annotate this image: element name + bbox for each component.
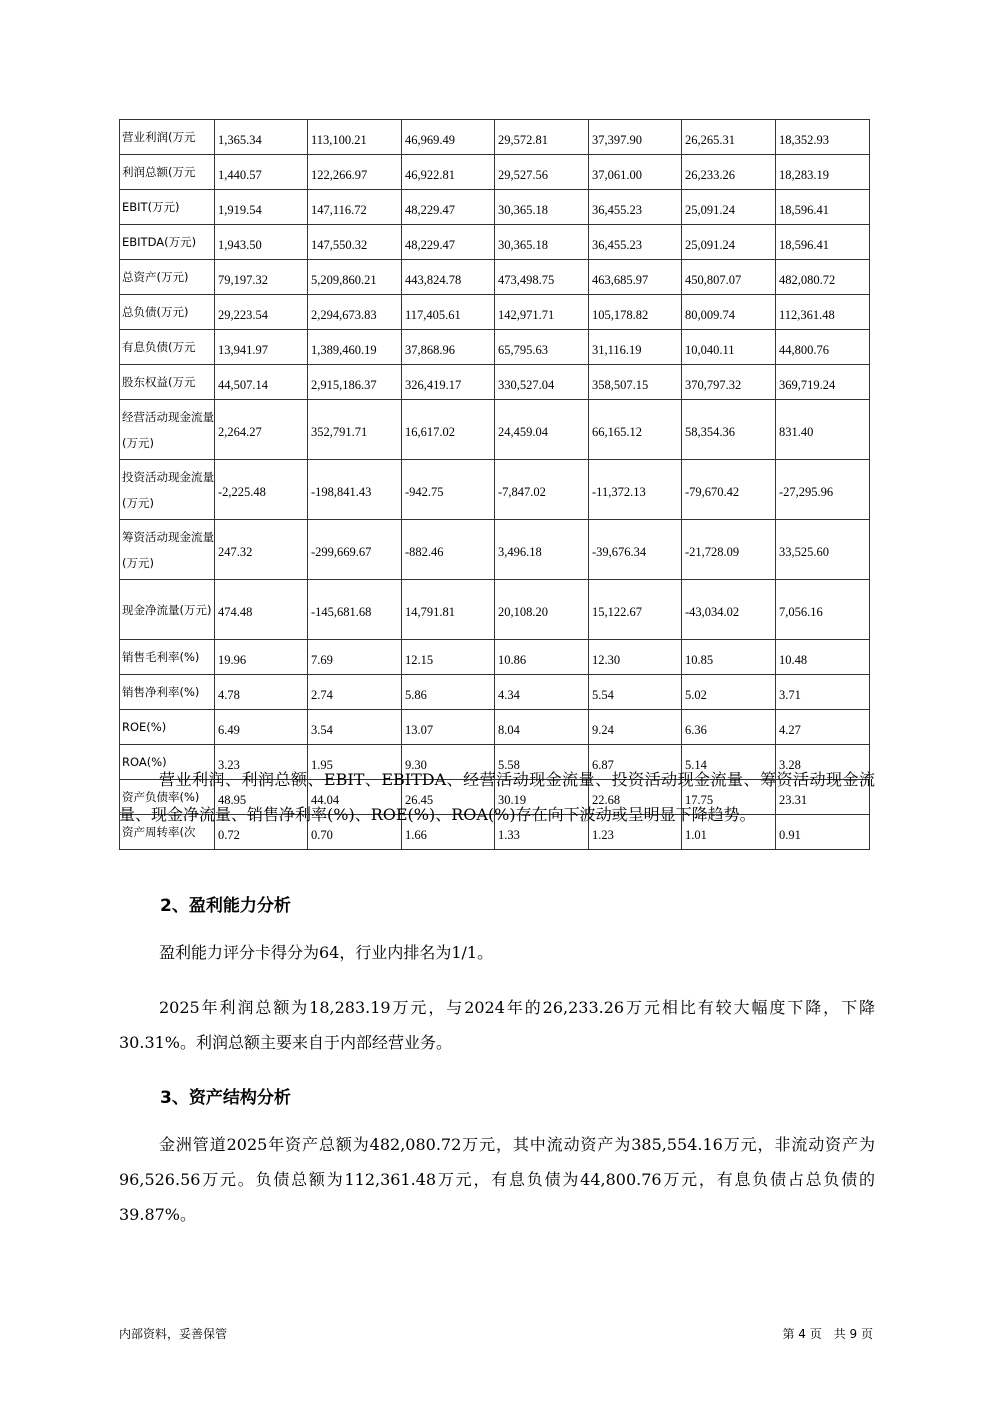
- table-cell: 79,197.32: [215, 260, 308, 295]
- table-cell: 147,550.32: [308, 225, 402, 260]
- table-cell: 29,572.81: [495, 120, 589, 155]
- table-cell: 1.33: [495, 815, 589, 850]
- table-cell: 13,941.97: [215, 330, 308, 365]
- table-cell: 6.49: [215, 710, 308, 745]
- table-cell: 29,527.56: [495, 155, 589, 190]
- table-cell: 352,791.71: [308, 400, 402, 460]
- table-cell: -198,841.43: [308, 460, 402, 520]
- table-cell: -43,034.02: [682, 580, 776, 640]
- table-cell: 1,943.50: [215, 225, 308, 260]
- table-cell: 18,596.41: [776, 190, 870, 225]
- row-label: 经营活动现金流量(万元): [120, 400, 215, 460]
- table-cell: 19.96: [215, 640, 308, 675]
- table-cell: 66,165.12: [589, 400, 682, 460]
- row-label: 总资产(万元): [120, 260, 215, 295]
- row-label: 投资活动现金流量(万元): [120, 460, 215, 520]
- table-cell: 3.54: [308, 710, 402, 745]
- table-cell: 247.32: [215, 520, 308, 580]
- table-cell: 1.01: [682, 815, 776, 850]
- table-cell: 44.04: [308, 780, 402, 815]
- table-cell: 10.85: [682, 640, 776, 675]
- table-row: [120, 675, 870, 710]
- table-cell: 6.36: [682, 710, 776, 745]
- table-cell: 0.70: [308, 815, 402, 850]
- row-label: 现金净流量(万元): [120, 580, 215, 640]
- table-cell: 48,229.47: [402, 225, 495, 260]
- table-cell: 463,685.97: [589, 260, 682, 295]
- table-cell: 23.31: [776, 780, 870, 815]
- table-cell: 2,915,186.37: [308, 365, 402, 400]
- row-label: 销售净利率(%): [120, 675, 215, 710]
- table-row: [120, 295, 870, 330]
- table-cell: 8.04: [495, 710, 589, 745]
- table-row: [120, 520, 870, 580]
- table-cell: 5.86: [402, 675, 495, 710]
- table-cell: 5.54: [589, 675, 682, 710]
- table-cell: -21,728.09: [682, 520, 776, 580]
- asset-structure-paragraph: 金洲管道2025年资产总额为482,080.72万元，其中流动资产为385,554.16万元，非流动资产为96,526.56万元。负债总额为112,361.48万元，有息负债为44,800.76万元，有息负债占总负债的39.87%。: [119, 1135, 875, 1224]
- table-cell: 1,440.57: [215, 155, 308, 190]
- table-cell: 58,354.36: [682, 400, 776, 460]
- table-cell: 3.23: [215, 745, 308, 780]
- table-cell: 6.87: [589, 745, 682, 780]
- table-cell: 44,800.76: [776, 330, 870, 365]
- table-cell: 474.48: [215, 580, 308, 640]
- table-cell: 25,091.24: [682, 190, 776, 225]
- table-cell: 142,971.71: [495, 295, 589, 330]
- table-cell: -39,676.34: [589, 520, 682, 580]
- table-cell: 1.23: [589, 815, 682, 850]
- table-cell: 0.91: [776, 815, 870, 850]
- table-cell: 30.19: [495, 780, 589, 815]
- table-cell: 450,807.07: [682, 260, 776, 295]
- table-cell: 20,108.20: [495, 580, 589, 640]
- table-cell: 112,361.48: [776, 295, 870, 330]
- table-row: [120, 710, 870, 745]
- table-row: [120, 190, 870, 225]
- table-cell: 37,397.90: [589, 120, 682, 155]
- table-row: [120, 120, 870, 155]
- table-cell: -299,669.67: [308, 520, 402, 580]
- row-label: 股东权益(万元: [120, 365, 215, 400]
- table-cell: 25,091.24: [682, 225, 776, 260]
- section-heading-profitability: 2、盈利能力分析: [160, 896, 291, 916]
- table-cell: 1.66: [402, 815, 495, 850]
- section-heading-asset-structure: 3、资产结构分析: [160, 1088, 291, 1108]
- trend-summary-paragraph: 营业利润、利润总额、EBIT、EBITDA、经营活动现金流量、投资活动现金流量、筹资活动现金流量、现金净流量、销售净利率(%)、ROE(%)、ROA(%)存在向下波动或呈明显下降趋势。: [119, 770, 875, 824]
- table-cell: 369,719.24: [776, 365, 870, 400]
- table-cell: 37,061.00: [589, 155, 682, 190]
- table-cell: 5.58: [495, 745, 589, 780]
- table-cell: 113,100.21: [308, 120, 402, 155]
- table-cell: 7.69: [308, 640, 402, 675]
- table-cell: 30,365.18: [495, 190, 589, 225]
- table-cell: 44,507.14: [215, 365, 308, 400]
- table-cell: 12.30: [589, 640, 682, 675]
- table-cell: 7,056.16: [776, 580, 870, 640]
- row-label: 总负债(万元): [120, 295, 215, 330]
- table-cell: -7,847.02: [495, 460, 589, 520]
- table-row: [120, 225, 870, 260]
- table-cell: 3.28: [776, 745, 870, 780]
- row-label: EBIT(万元): [120, 190, 215, 225]
- table-cell: 1.95: [308, 745, 402, 780]
- table-cell: 117,405.61: [402, 295, 495, 330]
- table-cell: 0.72: [215, 815, 308, 850]
- table-cell: -942.75: [402, 460, 495, 520]
- table-cell: 831.40: [776, 400, 870, 460]
- table-cell: -2,225.48: [215, 460, 308, 520]
- table-cell: 10.86: [495, 640, 589, 675]
- table-cell: 326,419.17: [402, 365, 495, 400]
- row-label: 营业利润(万元: [120, 120, 215, 155]
- table-cell: 46,969.49: [402, 120, 495, 155]
- table-row: [120, 640, 870, 675]
- row-label: 筹资活动现金流量(万元): [120, 520, 215, 580]
- table-cell: 1,919.54: [215, 190, 308, 225]
- table-cell: 370,797.32: [682, 365, 776, 400]
- table-cell: 2,264.27: [215, 400, 308, 460]
- table-cell: 18,283.19: [776, 155, 870, 190]
- table-row: [120, 155, 870, 190]
- table-cell: 9.24: [589, 710, 682, 745]
- table-cell: 14,791.81: [402, 580, 495, 640]
- table-cell: -145,681.68: [308, 580, 402, 640]
- table-cell: 30,365.18: [495, 225, 589, 260]
- table-cell: 10.48: [776, 640, 870, 675]
- row-label: 销售毛利率(%): [120, 640, 215, 675]
- table-cell: 2,294,673.83: [308, 295, 402, 330]
- financial-table: [119, 119, 870, 850]
- table-row: [120, 260, 870, 295]
- table-cell: 37,868.96: [402, 330, 495, 365]
- row-label: 利润总额(万元: [120, 155, 215, 190]
- footer-page-number: 第 4 页 共 9 页: [782, 1327, 873, 1341]
- table-cell: 17.75: [682, 780, 776, 815]
- table-cell: 65,795.63: [495, 330, 589, 365]
- table-cell: 4.27: [776, 710, 870, 745]
- table-cell: 3,496.18: [495, 520, 589, 580]
- table-cell: 12.15: [402, 640, 495, 675]
- table-cell: 80,009.74: [682, 295, 776, 330]
- table-cell: 26,265.31: [682, 120, 776, 155]
- table-cell: -27,295.96: [776, 460, 870, 520]
- table-cell: 473,498.75: [495, 260, 589, 295]
- table-row: [120, 330, 870, 365]
- table-row: [120, 365, 870, 400]
- table-cell: 4.34: [495, 675, 589, 710]
- row-label: EBITDA(万元): [120, 225, 215, 260]
- table-cell: 16,617.02: [402, 400, 495, 460]
- table-cell: 46,922.81: [402, 155, 495, 190]
- table-cell: 1,389,460.19: [308, 330, 402, 365]
- table-cell: 5,209,860.21: [308, 260, 402, 295]
- table-row: [120, 400, 870, 460]
- table-cell: -11,372.13: [589, 460, 682, 520]
- row-label: ROA(%): [120, 745, 215, 780]
- table-cell: 33,525.60: [776, 520, 870, 580]
- profitability-score-paragraph: 盈利能力评分卡得分为64，行业内排名为1/1。: [159, 943, 494, 962]
- table-cell: -79,670.42: [682, 460, 776, 520]
- table-cell: 9.30: [402, 745, 495, 780]
- table-cell: 26.45: [402, 780, 495, 815]
- table-cell: 36,455.23: [589, 225, 682, 260]
- table-cell: 18,352.93: [776, 120, 870, 155]
- row-label: 有息负债(万元: [120, 330, 215, 365]
- table-cell: 5.02: [682, 675, 776, 710]
- table-cell: 48.95: [215, 780, 308, 815]
- table-cell: 15,122.67: [589, 580, 682, 640]
- table-cell: 358,507.15: [589, 365, 682, 400]
- row-label: ROE(%): [120, 710, 215, 745]
- table-cell: 31,116.19: [589, 330, 682, 365]
- table-cell: 1,365.34: [215, 120, 308, 155]
- table-cell: 4.78: [215, 675, 308, 710]
- table-cell: 122,266.97: [308, 155, 402, 190]
- table-cell: 482,080.72: [776, 260, 870, 295]
- table-cell: 29,223.54: [215, 295, 308, 330]
- footer-confidential-note: 内部资料，妥善保管: [119, 1327, 228, 1341]
- table-cell: 443,824.78: [402, 260, 495, 295]
- table-cell: 147,116.72: [308, 190, 402, 225]
- table-cell: 2.74: [308, 675, 402, 710]
- table-cell: 18,596.41: [776, 225, 870, 260]
- table-cell: -882.46: [402, 520, 495, 580]
- table-cell: 5.14: [682, 745, 776, 780]
- table-cell: 13.07: [402, 710, 495, 745]
- table-cell: 36,455.23: [589, 190, 682, 225]
- table-row: [120, 580, 870, 640]
- table-cell: 26,233.26: [682, 155, 776, 190]
- table-cell: 24,459.04: [495, 400, 589, 460]
- table-cell: 3.71: [776, 675, 870, 710]
- financial-table-body: [120, 120, 870, 850]
- profit-total-paragraph: 2025年利润总额为18,283.19万元，与2024年的26,233.26万元相比有较大幅度下降，下降30.31%。利润总额主要来自于内部经营业务。: [119, 998, 875, 1052]
- table-cell: 330,527.04: [495, 365, 589, 400]
- table-cell: 22.68: [589, 780, 682, 815]
- row-label: 资产周转率(次: [120, 815, 215, 850]
- table-cell: 48,229.47: [402, 190, 495, 225]
- table-row: [120, 460, 870, 520]
- table-cell: 105,178.82: [589, 295, 682, 330]
- table-cell: 10,040.11: [682, 330, 776, 365]
- row-label: 资产负债率(%): [120, 780, 215, 815]
